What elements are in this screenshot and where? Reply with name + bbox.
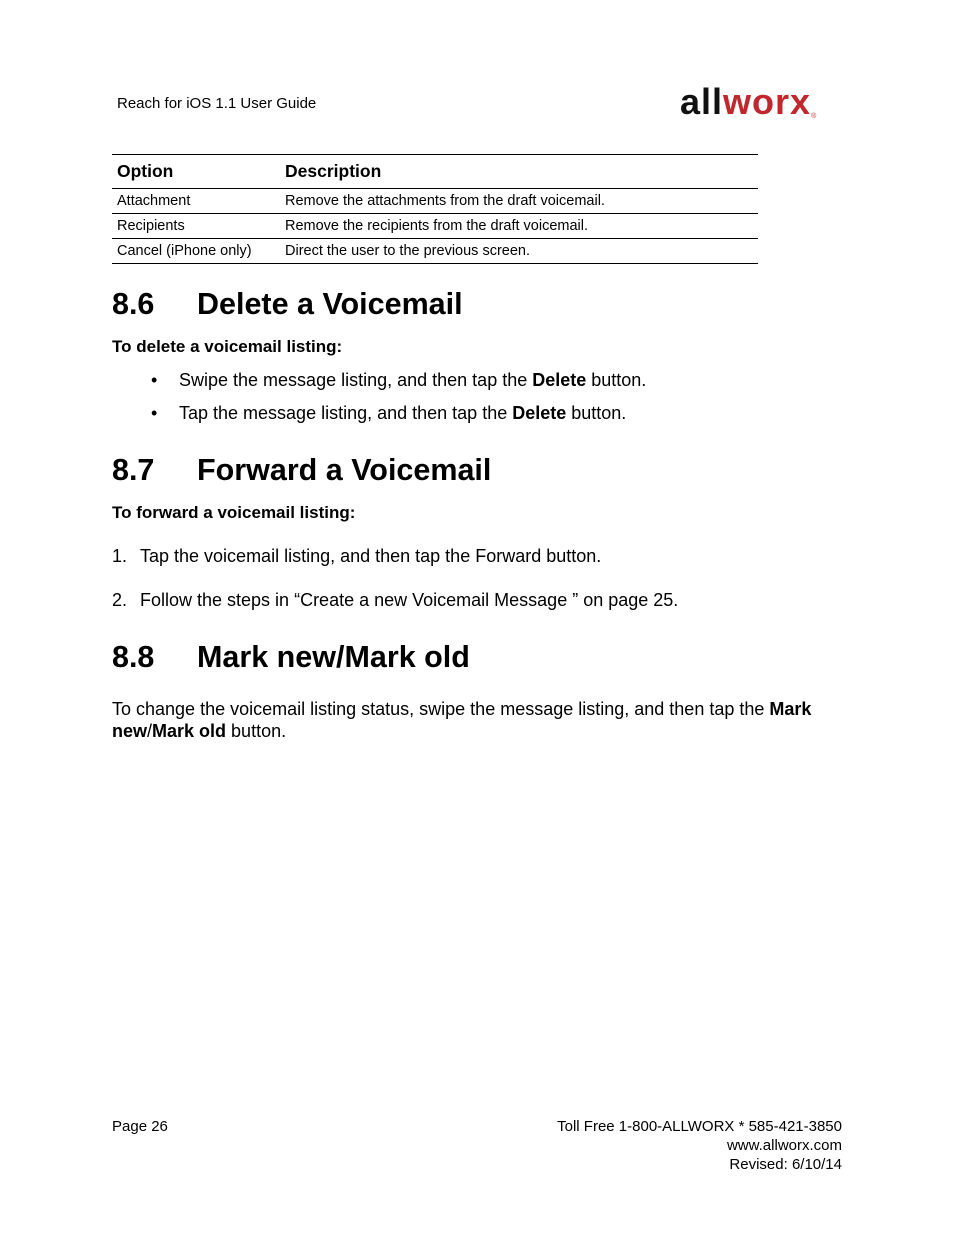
footer-contact [557, 1117, 842, 1174]
section-number: 8.6 [112, 287, 155, 321]
allworx-logo [680, 81, 842, 122]
bullet-icon: • [151, 403, 158, 423]
para-text-end: button. [226, 721, 287, 741]
section-heading-8-6 [112, 289, 463, 320]
step-text: Tap the voicemail listing, and then tap the Forward button. [140, 546, 602, 566]
section-number: 8.7 [112, 453, 155, 487]
bullet-text: Swipe the message listing, and then tap the [179, 370, 533, 390]
bullet-text-end: button. [586, 370, 647, 390]
cell-description: Direct the user to the previous screen. [280, 239, 758, 264]
cell-description: Remove the attachments from the draft voicemail. [280, 189, 758, 214]
section-heading-8-7 [112, 455, 491, 486]
section-title: Mark new/Mark old [197, 640, 470, 674]
col-header-option: Option [112, 155, 280, 189]
cell-option: Cancel (iPhone only) [112, 239, 280, 264]
bullet-text: Tap the message listing, and then tap the [179, 403, 513, 423]
step-number: 1. [112, 546, 128, 566]
step-text: Follow the steps in “Create a new Voicemail Message ” on page 25. [140, 590, 679, 610]
cell-option: Attachment [112, 189, 280, 214]
logo-text-worx: worx [723, 81, 812, 122]
para-text: To change the voicemail listing status, swipe the message listing, and then tap the [112, 699, 770, 719]
bullet-bold-text: Delete [512, 403, 567, 423]
table-row [112, 214, 758, 239]
cell-option: Recipients [112, 214, 280, 239]
bullet-text-end: button. [566, 403, 627, 423]
section-heading-8-8 [112, 642, 470, 673]
body-paragraph [112, 698, 842, 742]
list-item [151, 403, 626, 424]
table-header-row [112, 155, 758, 189]
footer-tollfree: Toll Free 1-800-ALLWORX * 585-421-3850 [557, 1118, 842, 1135]
procedure-heading: To delete a voicemail listing: [112, 337, 343, 356]
bullet-icon: • [151, 370, 158, 390]
page-number: Page 26 [112, 1118, 168, 1135]
list-item [112, 546, 601, 567]
table-row [112, 189, 758, 214]
cell-description: Remove the recipients from the draft voicemail. [280, 214, 758, 239]
options-table [112, 154, 758, 264]
logo-registered-mark: ® [811, 113, 817, 120]
list-item [151, 370, 646, 391]
table-row [112, 239, 758, 264]
section-title: Forward a Voicemail [197, 453, 492, 487]
col-header-description: Description [280, 155, 758, 189]
running-header: Reach for iOS 1.1 User Guide [117, 95, 317, 112]
procedure-heading: To forward a voicemail listing: [112, 503, 356, 522]
section-number: 8.8 [112, 640, 155, 674]
logo-text-all: all [680, 81, 724, 122]
section-title: Delete a Voicemail [197, 287, 463, 321]
para-slash: / [147, 721, 153, 741]
footer-website: www.allworx.com [726, 1137, 842, 1154]
para-bold-mark-new: Mark new [112, 699, 812, 741]
step-number: 2. [112, 590, 128, 610]
bullet-bold-text: Delete [532, 370, 587, 390]
list-item [112, 590, 678, 611]
footer-revised: Revised: 6/10/14 [729, 1156, 842, 1173]
para-bold-mark-old: Mark old [152, 721, 227, 741]
